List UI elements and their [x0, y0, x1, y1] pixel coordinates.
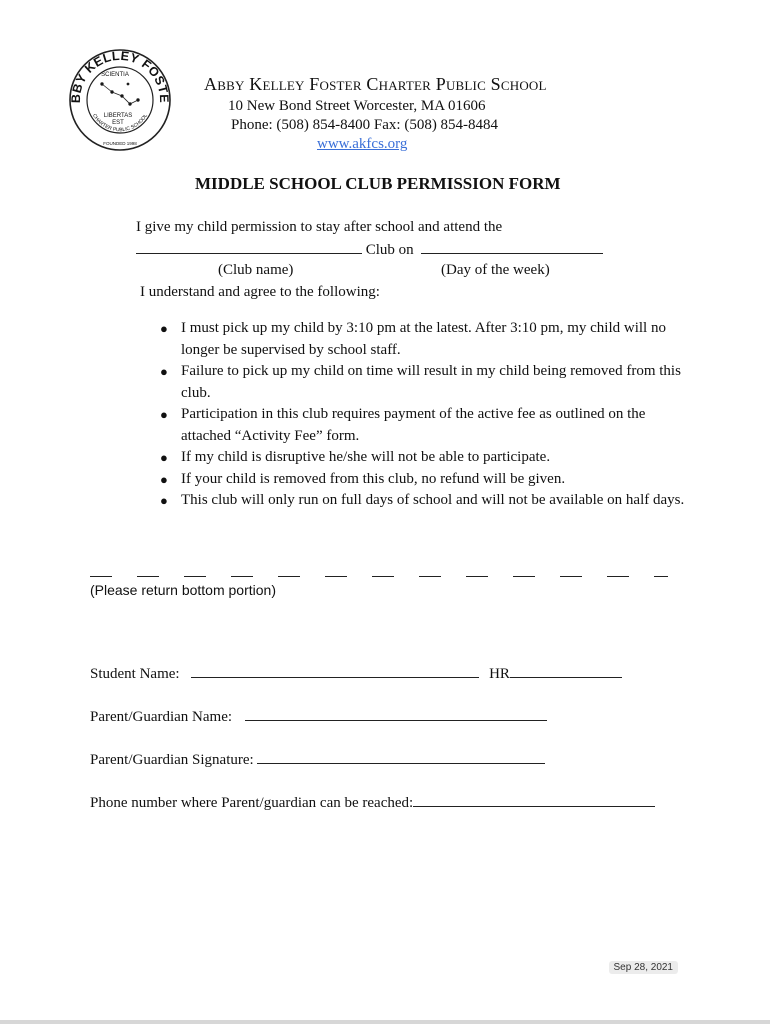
bullet-icon: ●	[160, 493, 168, 508]
bullet-icon: ●	[160, 364, 168, 379]
seal-ring-text: BBY KELLEY FOSTE	[68, 48, 172, 104]
list-item: ● Failure to pick up my child on time will result in my child being removed from this club.	[160, 363, 681, 401]
seal-founded: FOUNDED 1998	[103, 141, 137, 146]
return-note: (Please return bottom portion)	[90, 582, 276, 598]
parent-signature-field[interactable]	[257, 751, 545, 764]
parent-name-row	[90, 708, 547, 726]
school-seal-logo	[68, 48, 172, 152]
parent-phone-field[interactable]	[413, 794, 655, 807]
date-stamp: Sep 28, 2021	[609, 961, 679, 974]
list-item: ● If my child is disruptive he/she will not be able to participate.	[160, 447, 690, 469]
club-on-text: Club on	[362, 242, 418, 258]
club-name-caption: (Club name)	[218, 262, 294, 278]
list-item: ● Participation in this club requires payment of the active fee as outlined on the attached “Activity Fee” form.	[160, 406, 646, 444]
school-website-link[interactable]: www.akfcs.org	[317, 136, 408, 152]
school-address: 10 New Bond Street Worcester, MA 01606	[228, 98, 486, 114]
club-name-blank[interactable]	[136, 241, 362, 254]
parent-phone-label: Phone number where Parent/guardian can be reached:	[90, 795, 414, 811]
rules-list	[160, 318, 690, 512]
bullet-icon: ●	[160, 407, 168, 422]
student-name-field[interactable]	[191, 665, 479, 678]
day-caption: (Day of the week)	[441, 262, 550, 278]
student-name-row	[90, 665, 622, 683]
page-bottom-edge	[0, 1020, 770, 1024]
permission-intro: I give my child permission to stay after school and attend the	[136, 219, 503, 235]
parent-phone-row	[90, 794, 655, 812]
hr-field[interactable]	[510, 665, 622, 678]
seal-bottom-text: CHARTER PUBLIC SCHOOL	[91, 112, 149, 134]
parent-signature-label: Parent/Guardian Signature:	[90, 752, 254, 768]
bullet-icon: ●	[160, 321, 168, 336]
seal-inner-top: SCIENTIA	[101, 72, 129, 78]
bullet-icon: ●	[160, 450, 168, 465]
seal-inner-est: EST	[112, 120, 124, 126]
club-line-row	[136, 241, 603, 259]
school-phone: Phone: (508) 854-8400 Fax: (508) 854-8484	[231, 117, 499, 133]
cut-line-divider	[90, 564, 668, 582]
list-item: ● This club will only run on full days of school and will not be available on half days.	[160, 490, 690, 512]
student-name-label: Student Name:	[90, 666, 180, 682]
constellation-icon	[101, 83, 140, 106]
parent-name-field[interactable]	[245, 708, 547, 721]
bullet-icon: ●	[160, 471, 168, 487]
list-item: ● If your child is removed from this club, no refund will be given.	[160, 469, 690, 491]
form-title: MIDDLE SCHOOL CLUB PERMISSION FORM	[195, 174, 561, 193]
seal-inner-mid: LIBERTAS	[103, 113, 133, 119]
school-name: Abby Kelley Foster Charter Public School	[204, 74, 547, 94]
day-of-week-blank[interactable]	[421, 241, 603, 254]
parent-signature-row	[90, 751, 545, 769]
agree-text: I understand and agree to the following:	[140, 284, 380, 300]
hr-label: HR	[489, 666, 510, 682]
parent-name-label: Parent/Guardian Name:	[90, 709, 233, 725]
list-item: ● I must pick up my child by 3:10 pm at the latest. After 3:10 pm, my child will no longer be supervised by school staff.	[160, 320, 666, 358]
